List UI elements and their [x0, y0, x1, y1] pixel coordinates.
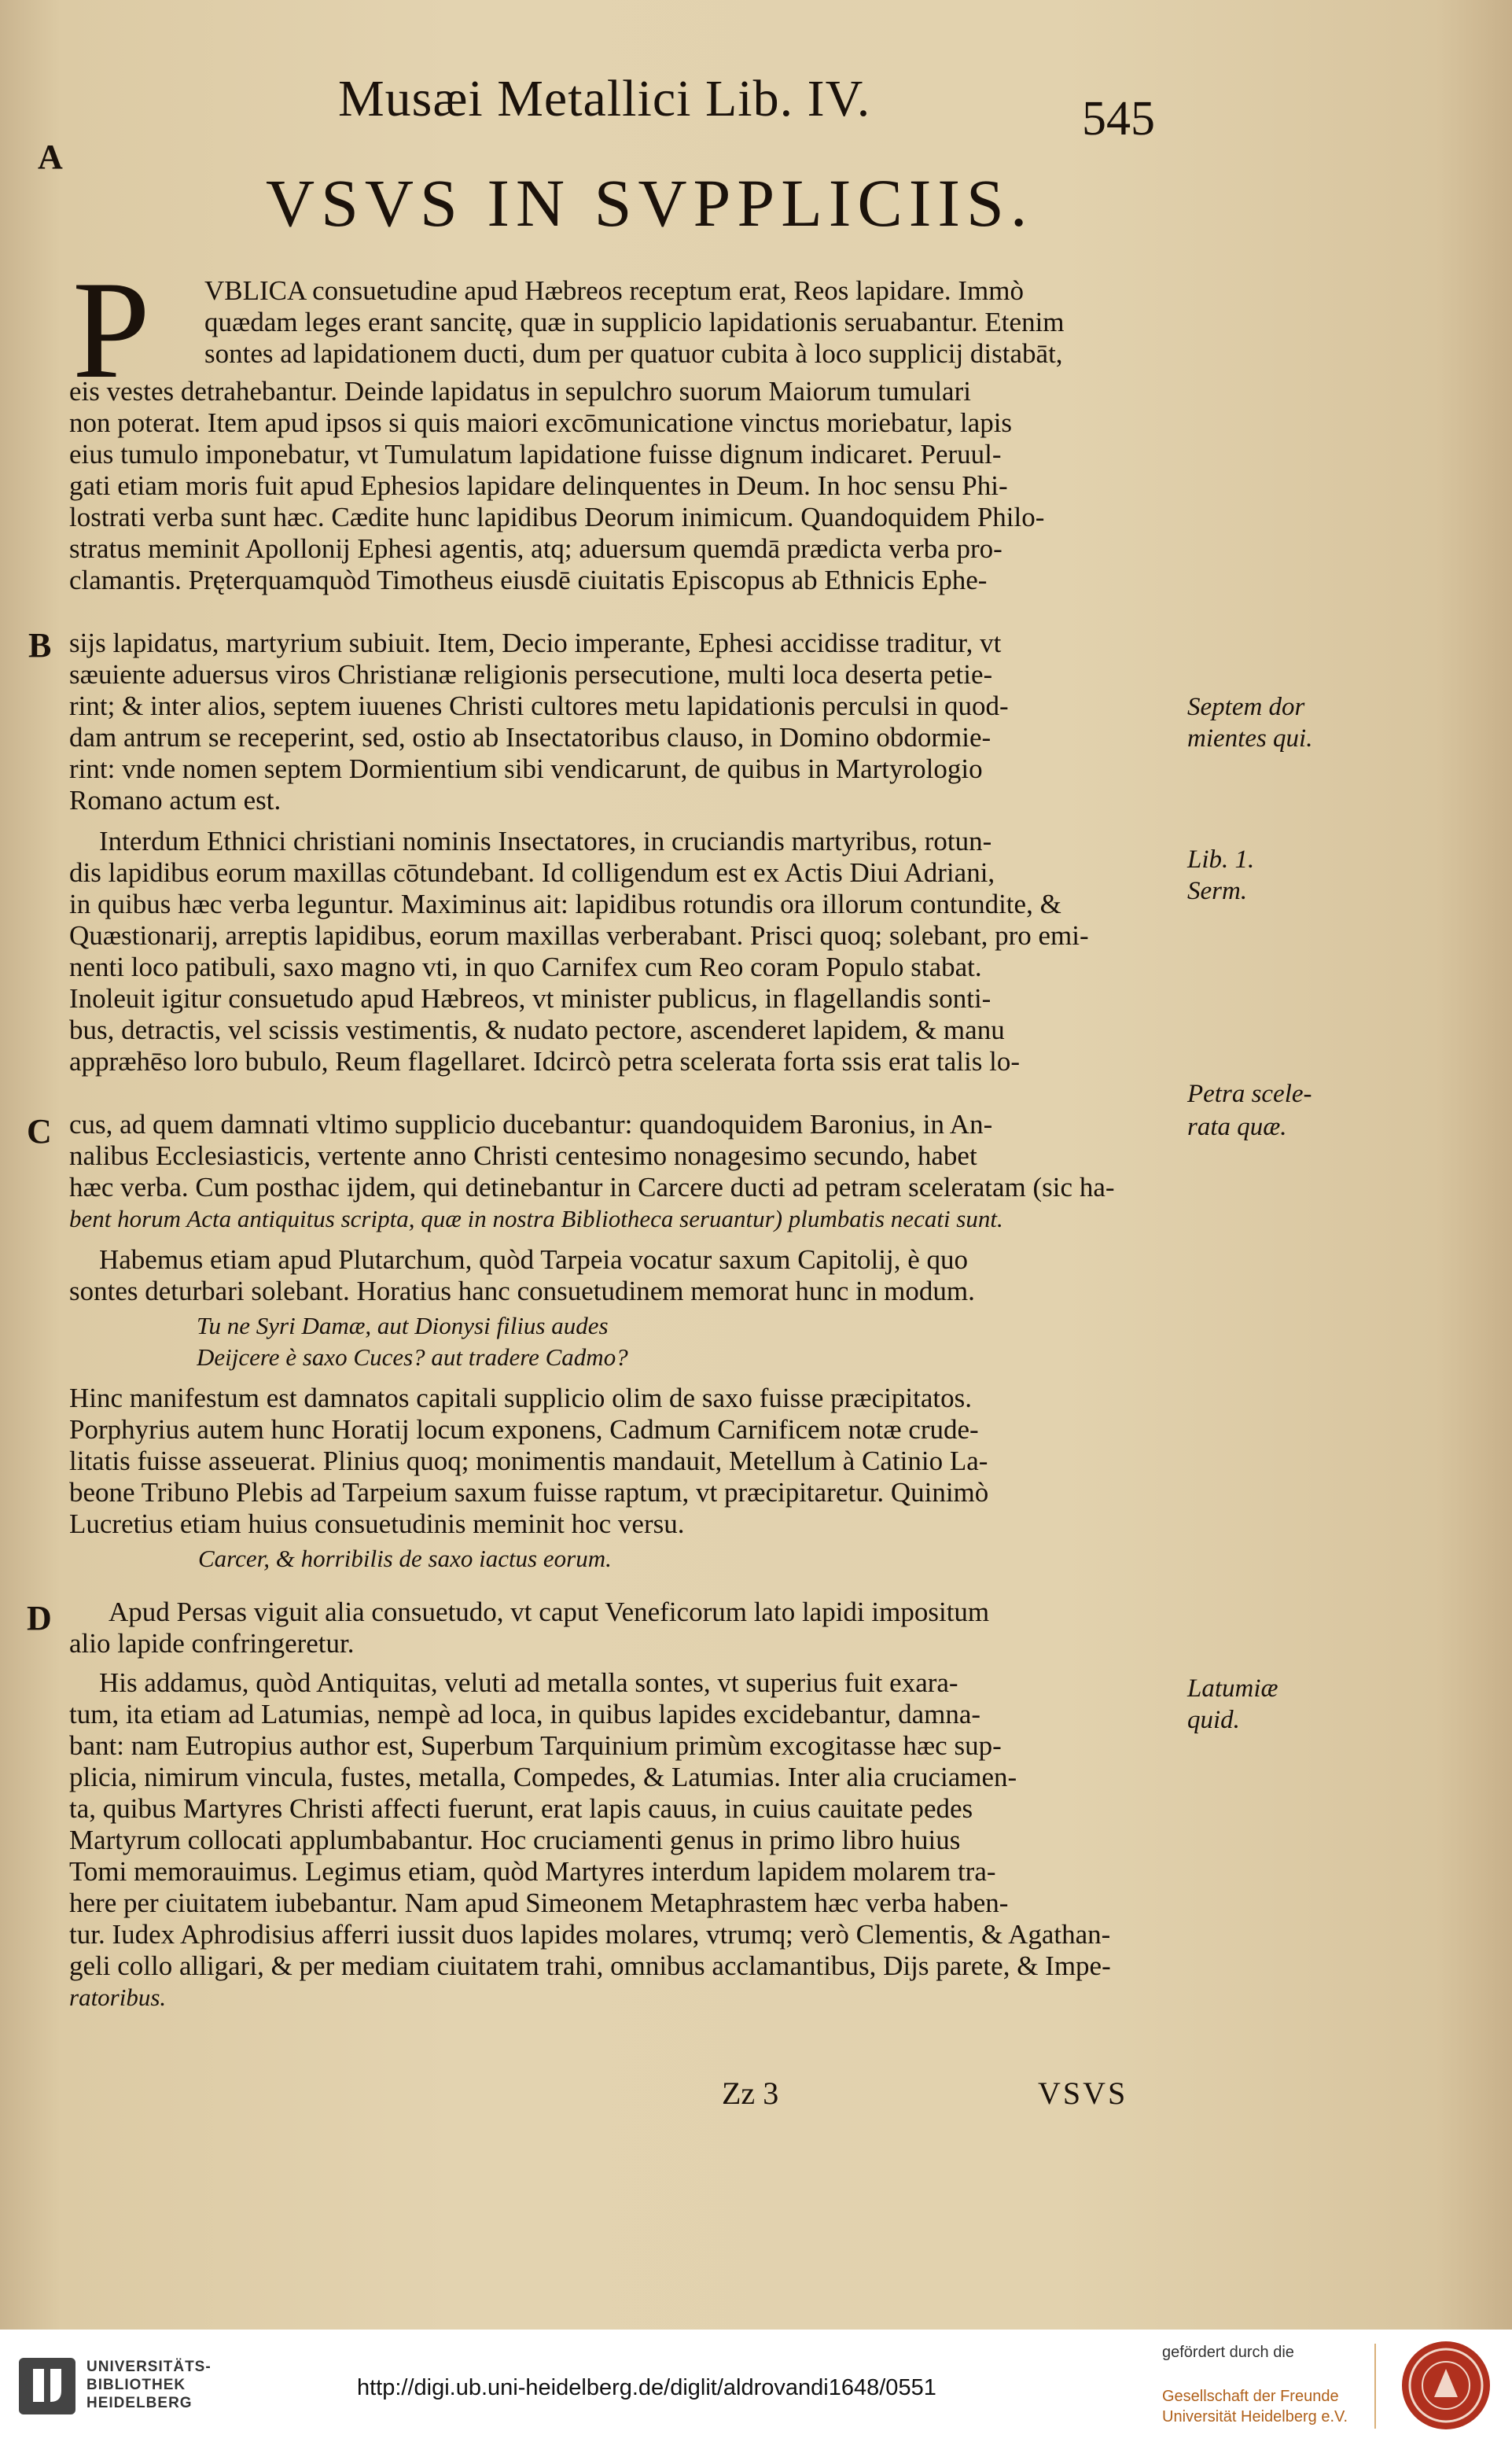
sponsor-name — [1162, 2386, 1348, 2427]
body-line: appræhēso loro bubulo, Reum flagellaret. Idcircò petra scelerata forta ssis erat talis lo- — [69, 1046, 1021, 1077]
body-line: non poterat. Item apud ipsos si quis maiori excōmunicatione vinctus moriebatur, lapis — [69, 407, 1013, 438]
marginal-note: mientes qui. — [1187, 724, 1313, 753]
page-number: 545 — [1082, 92, 1155, 145]
body-line: eis vestes detrahebantur. Deinde lapidatus in sepulchro suorum Maiorum tumulari — [69, 376, 971, 407]
body-line: Habemus etiam apud Plutarchum, quòd Tarpeia vocatur saxum Capitolij, è quo — [99, 1244, 968, 1275]
body-line: alio lapide confringeretur. — [69, 1628, 355, 1659]
body-line: Apud Persas viguit alia consuetudo, vt caput Veneficorum lato lapidi impositum — [109, 1597, 990, 1627]
body-line: ratoribus. — [69, 1983, 167, 2011]
body-line: tum, ita etiam ad Latumias, nempè ad loca, in quibus lapides excidebantur, damna- — [69, 1699, 981, 1729]
permalink-url[interactable]: http://digi.ub.uni-heidelberg.de/diglit/aldrovandi1648/0551 — [357, 2375, 936, 2400]
footer-bar — [0, 2330, 1512, 2442]
body-line: Lucretius etiam huius consuetudinis meminit hoc versu. — [69, 1508, 685, 1539]
body-line: clamantis. Pręterquamquòd Timotheus eiusdē ciuitatis Episcopus ab Ethnicis Ephe- — [69, 565, 988, 595]
body-line: Quæstionarij, arreptis lapidibus, eorum maxillas verberabant. Prisci quoq; solebant, pro emi- — [69, 920, 1089, 951]
university-seal-icon — [1400, 2339, 1492, 2436]
body-line: sæuiente aduersus viros Christianæ religionis persecutione, multi loca deserta petie- — [69, 659, 993, 690]
marginal-note: quid. — [1187, 1706, 1240, 1734]
marginal-note: Septem dor — [1187, 693, 1305, 721]
section-letter-d: D — [27, 1599, 52, 1637]
chapter-title: VSVS IN SVPPLICIIS. — [266, 165, 1034, 241]
verse-line: Carcer, & horribilis de saxo iactus eorum. — [198, 1545, 612, 1572]
body-line: hæc verba. Cum posthac ijdem, qui detinebantur in Carcere ducti ad petram sceleratam (sic ha- — [69, 1172, 1115, 1203]
marginal-note: Latumiæ — [1187, 1674, 1278, 1703]
catchword: VSVS — [1038, 2076, 1128, 2111]
body-line: beone Tribuno Plebis ad Tarpeium saxum fuisse raptum, vt præcipitaretur. Quinimò — [69, 1477, 989, 1508]
body-line: in quibus hæc verba leguntur. Maximinus ait: lapidibus rotundis ora illorum contundite, & — [69, 889, 1061, 919]
body-line: litatis fuisse asseuerat. Plinius quoq; monimentis mandauit, Metellum à Catinio La- — [69, 1446, 988, 1476]
marginal-note: Petra scele- — [1187, 1080, 1312, 1108]
body-line: Inoleuit igitur consuetudo apud Hæbreos, vt minister publicus, in flagellandis sonti- — [69, 983, 991, 1014]
body-line: here per ciuitatem iubebantur. Nam apud Simeonem Metaphrastem hæc verba haben- — [69, 1888, 1009, 1918]
library-line: BIBLIOTHEK — [86, 2377, 186, 2393]
ub-logo-icon — [17, 2356, 77, 2420]
marginal-note: Serm. — [1187, 877, 1248, 905]
running-head: Musæi Metallici Lib. IV. — [338, 70, 871, 127]
library-line: HEIDELBERG — [86, 2395, 193, 2411]
body-line: sijs lapidatus, martyrium subiuit. Item, Decio imperante, Ephesi accidisse traditur, vt — [69, 628, 1002, 658]
body-line: Interdum Ethnici christiani nominis Insectatores, in cruciandis martyribus, rotun- — [99, 826, 992, 856]
body-line: nenti loco patibuli, saxo magno vti, in quo Carnifex cum Reo coram Populo stabat. — [69, 952, 982, 982]
body-line: bent horum Acta antiquitus scripta, quæ in nostra Bibliotheca seruantur) plumbatis necati sunt. — [69, 1205, 1003, 1232]
body-line: sontes deturbari solebant. Horatius hanc consuetudinem memorat hunc in modum. — [69, 1276, 975, 1306]
verse-line: Tu ne Syri Damæ, aut Dionysi filius audes — [197, 1312, 609, 1339]
body-line: Martyrum collocati applumbabantur. Hoc cruciamenti genus in primo libro huius — [69, 1825, 961, 1855]
body-line: VBLICA consuetudine apud Hæbreos receptum erat, Reos lapidare. Immò — [204, 275, 1024, 306]
drop-initial: P — [72, 252, 150, 407]
section-letter-a: A — [38, 138, 63, 176]
section-letter-c: C — [27, 1112, 52, 1151]
body-line: gati etiam moris fuit apud Ephesios lapidare delinquentes in Deum. In hoc sensu Phi- — [69, 470, 1008, 501]
sponsor-caption: gefördert durch die — [1162, 2344, 1294, 2361]
library-line: UNIVERSITÄTS- — [86, 2359, 212, 2375]
body-line: His addamus, quòd Antiquitas, veluti ad metalla sontes, vt superius fuit exara- — [99, 1667, 958, 1698]
body-line: sontes ad lapidationem ducti, dum per quatuor cubita à loco supplicij distabāt, — [204, 338, 1063, 369]
section-letter-b: B — [28, 626, 52, 665]
body-line: rint; & inter alios, septem iuuenes Christi cultores metu lapidationis perculsi in quod- — [69, 691, 1009, 721]
body-line: rint: vnde nomen septem Dormientium sibi vendicarunt, de quibus in Martyrologio — [69, 753, 983, 784]
body-line: Romano actum est. — [69, 785, 281, 816]
marginal-note: Lib. 1. — [1187, 845, 1255, 874]
body-line: bus, detractis, vel scissis vestimentis, & nudato pectore, ascenderet lapidem, & manu — [69, 1015, 1005, 1045]
library-name — [86, 2358, 212, 2412]
body-line: ta, quibus Martyres Christi affecti fuerunt, erat lapis cauus, in cuius cauitate pedes — [69, 1793, 973, 1824]
body-line: nalibus Ecclesiasticis, vertente anno Christi centesimo nonagesimo secundo, habet — [69, 1140, 977, 1171]
body-line: Tomi memorauimus. Legimus etiam, quòd Martyres interdum lapidem molarem tra- — [69, 1856, 996, 1887]
body-line: stratus meminit Apollonij Ephesi agentis, atq; aduersum quemdā prædicta verba pro- — [69, 533, 1002, 564]
sponsor-line: Gesellschaft der Freunde — [1162, 2388, 1339, 2405]
marginal-note: rata quæ. — [1187, 1113, 1287, 1141]
body-line: dis lapidibus eorum maxillas cōtundebant. Id colligendum est ex Actis Diui Adriani, — [69, 857, 995, 888]
body-line: quædam leges erant sancitę, quæ in supplicio lapidationis seruabantur. Etenim — [204, 307, 1065, 337]
body-line: cus, ad quem damnati vltimo supplicio ducebantur: quandoquidem Baronius, in An- — [69, 1109, 993, 1140]
body-line: Porphyrius autem hunc Horatij locum exponens, Cadmum Carnificem notæ crude- — [69, 1414, 979, 1445]
footer-divider — [1374, 2344, 1376, 2429]
body-line: dam antrum se receperint, sed, ostio ab Insectatoribus clauso, in Domino obdormie- — [69, 722, 991, 753]
sponsor-line: Universität Heidelberg e.V. — [1162, 2408, 1348, 2425]
signature-mark: Zz 3 — [722, 2076, 779, 2111]
body-line: eius tumulo imponebatur, vt Tumulatum lapidatione fuisse dignum indicaret. Peruul- — [69, 439, 1002, 470]
body-line: lostrati verba sunt hæc. Cædite hunc lapidibus Deorum inimicum. Quandoquidem Philo- — [69, 502, 1045, 532]
body-line: geli collo alligari, & per mediam ciuitatem trahi, omnibus acclamantibus, Dijs parete, & Impe- — [69, 1950, 1111, 1981]
verse-line: Deijcere è saxo Cuces? aut tradere Cadmo? — [197, 1343, 628, 1371]
body-line: bant: nam Eutropius author est, Superbum Tarquinium primùm excogitasse hæc sup- — [69, 1730, 1002, 1761]
body-line: tur. Iudex Aphrodisius afferri iussit duos lapides molares, vtrumq; verò Clementis, & Agathan- — [69, 1919, 1111, 1950]
body-line: Hinc manifestum est damnatos capitali supplicio olim de saxo fuisse præcipitatos. — [69, 1383, 972, 1413]
body-line: plicia, nimirum vincula, fustes, metalla, Compedes, & Latumias. Inter alia cruciamen- — [69, 1762, 1017, 1792]
